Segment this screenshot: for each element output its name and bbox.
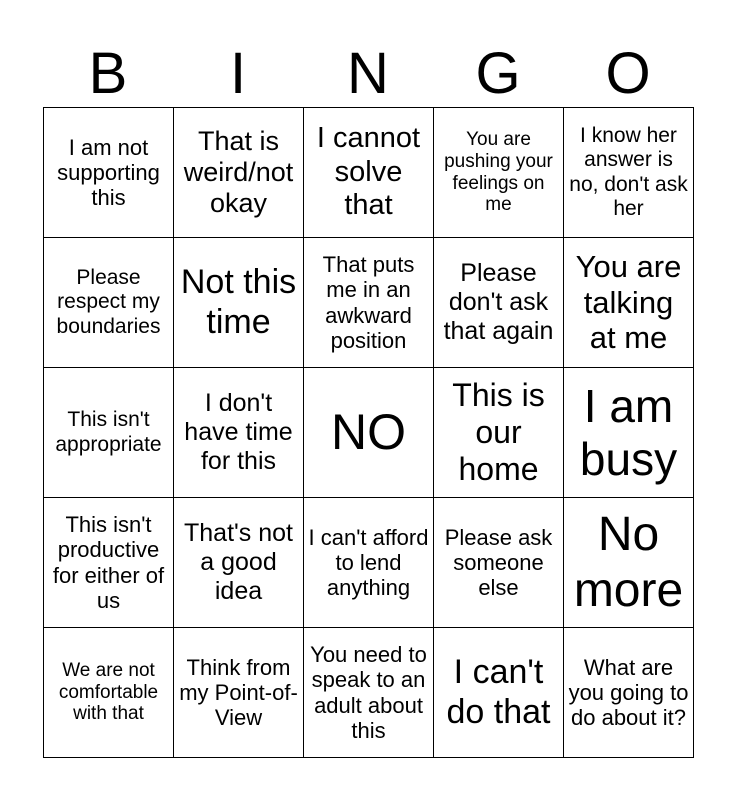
board-row [44,498,694,628]
bingo-cell: Think from my Point-of-View [174,628,304,758]
bingo-cell: You need to speak to an adult about this [304,628,434,758]
bingo-cell: That puts me in an awkward position [304,238,434,368]
bingo-cell: We are not comfortable with that [44,628,174,758]
header-letter-o: O [605,41,651,106]
header-letter-b: B [88,41,128,106]
board-row [44,108,694,238]
bingo-cell: I am busy [564,368,694,498]
bingo-cell: Please ask someone else [434,498,564,628]
bingo-cell: Please don't ask that again [434,238,564,368]
bingo-cell: This is our home [434,368,564,498]
bingo-cell: I cannot solve that [304,108,434,238]
bingo-cell: That is weird/not okay [174,108,304,238]
bingo-cell: Please respect my boundaries [44,238,174,368]
bingo-header [43,40,693,108]
bingo-cell: I don't have time for this [174,368,304,498]
bingo-cell: I can't afford to lend anything [304,498,434,628]
bingo-cell: NO [304,368,434,498]
board-row [44,368,694,498]
bingo-cell: What are you going to do about it? [564,628,694,758]
bingo-cell: I am not supporting this [44,108,174,238]
board-row [44,628,694,758]
header-letter-i: I [229,41,247,106]
board-row [44,238,694,368]
bingo-cell: This isn't appropriate [44,368,174,498]
bingo-cell: I know her answer is no, don't ask her [564,108,694,238]
bingo-board [43,107,694,758]
bingo-cell: No more [564,498,694,628]
bingo-cell: I can't do that [434,628,564,758]
bingo-cell: That's not a good idea [174,498,304,628]
header-letter-g: G [475,41,521,106]
bingo-cell: You are talking at me [564,238,694,368]
header-letter-n: N [347,41,389,106]
bingo-cell: This isn't productive for either of us [44,498,174,628]
bingo-cell: Not this time [174,238,304,368]
bingo-cell: You are pushing your feelings on me [434,108,564,238]
